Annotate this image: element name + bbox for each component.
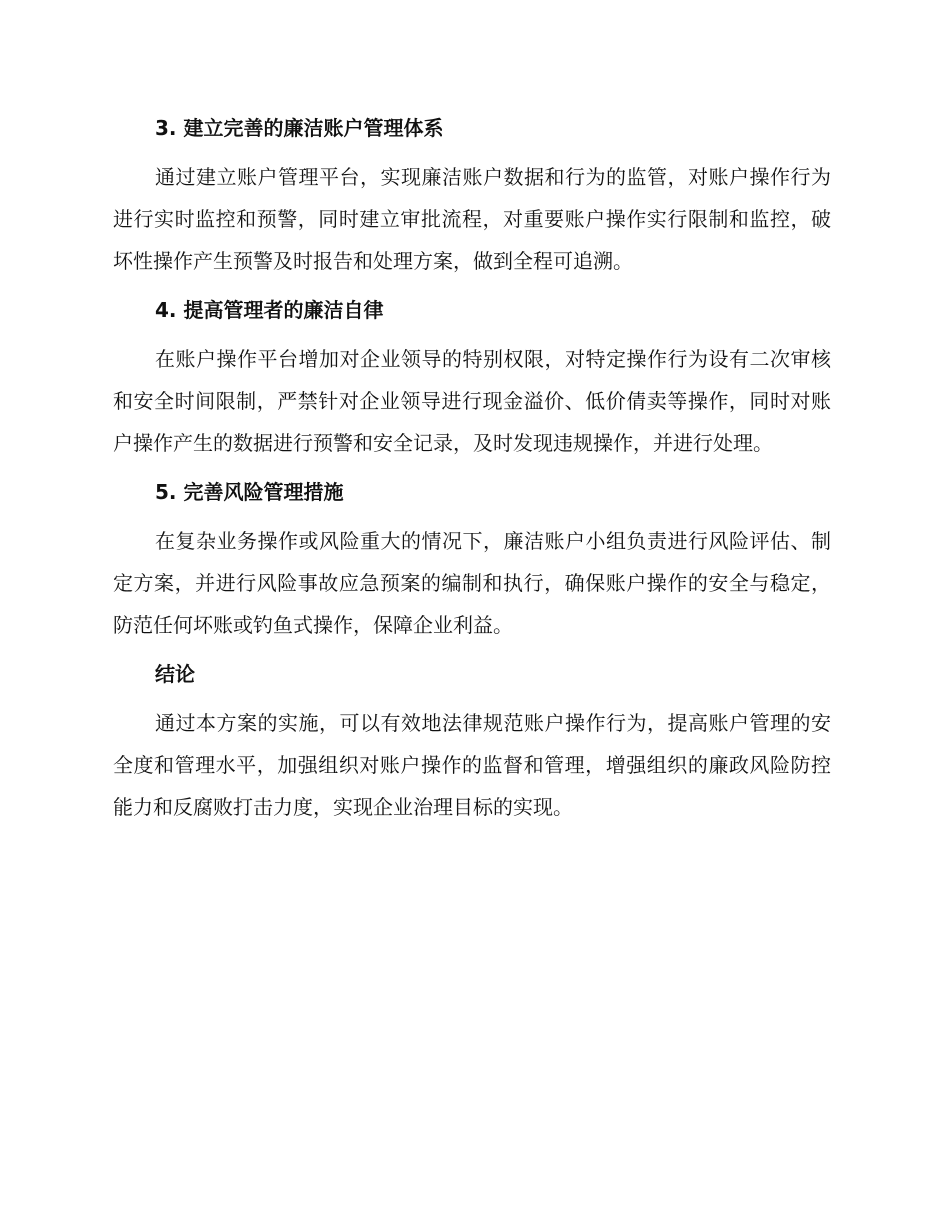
section-heading-5: 5. 完善风险管理措施 <box>155 480 344 504</box>
section-paragraph-5: 在复杂业务操作或风险重大的情况下，廉洁账户小组负责进行风险评估、制定方案，并进行风险事故应急预案的编制和执行，确保账户操作的安全与稳定，防范任何坏账或钓鱼式操作，保障企业利益。 <box>113 529 831 637</box>
document-body <box>113 112 831 840</box>
section-paragraph-4: 在账户操作平台增加对企业领导的特别权限，对特定操作行为设有二次审核和安全时间限制，严禁针对企业领导进行现金溢价、低价倩卖等操作，同时对账户操作产生的数据进行预警和安全记录，及时发现违规操作，并进行处理。 <box>113 347 831 455</box>
section-heading-3: 3. 建立完善的廉洁账户管理体系 <box>155 116 444 140</box>
section-paragraph-3: 通过建立账户管理平台，实现廉洁账户数据和行为的监管，对账户操作行为进行实时监控和预警，同时建立审批流程，对重要账户操作实行限制和监控，破坏性操作产生预警及时报告和处理方案，做到全程可追溯。 <box>113 165 831 273</box>
conclusion-paragraph: 通过本方案的实施，可以有效地法律规范账户操作行为，提高账户管理的安全度和管理水平，加强组织对账户操作的监督和管理，增强组织的廉政风险防控能力和反腐败打击力度，实现企业治理目标的实现。 <box>113 711 831 819</box>
section-heading-4: 4. 提高管理者的廉洁自律 <box>155 298 384 322</box>
conclusion-heading: 结论 <box>155 662 195 686</box>
